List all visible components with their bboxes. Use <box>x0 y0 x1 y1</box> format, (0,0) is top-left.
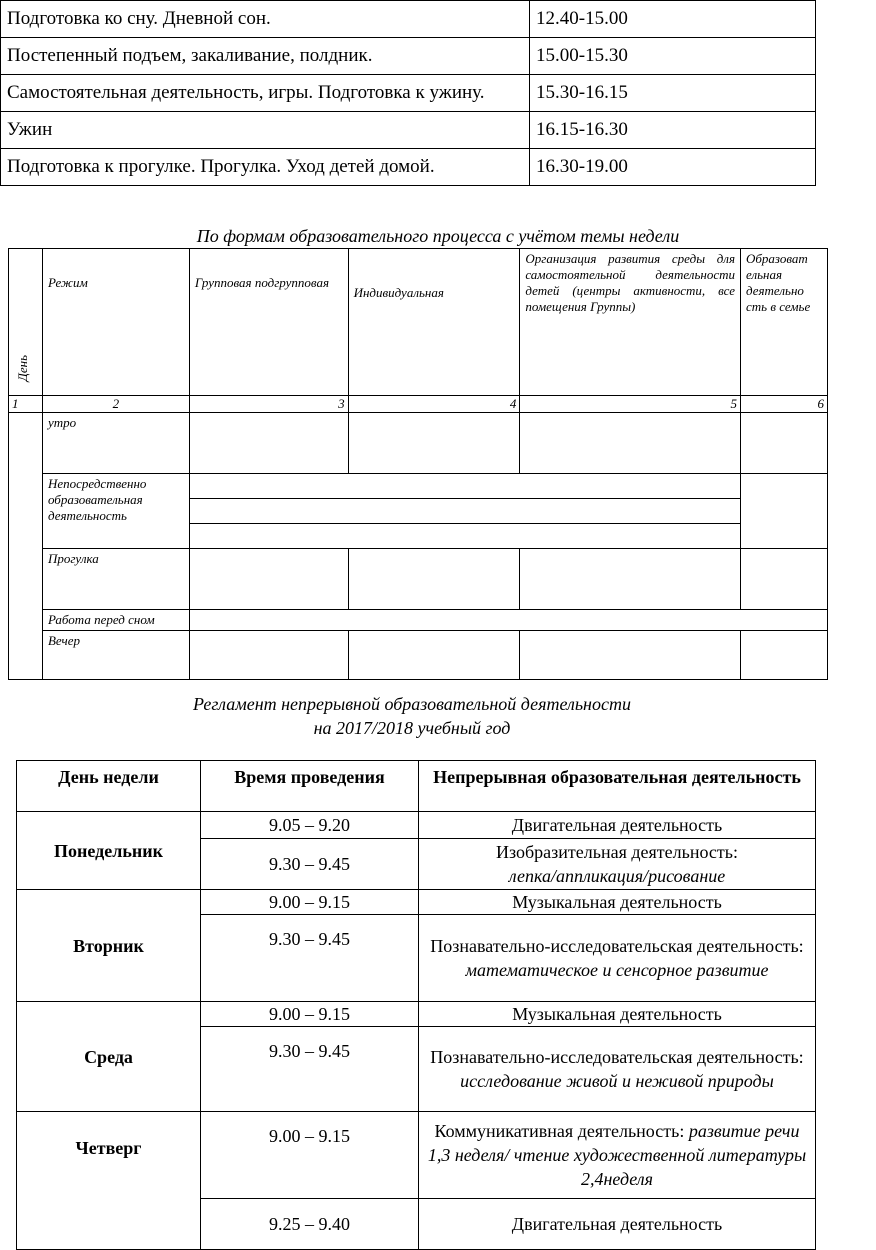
day-wednesday: Среда <box>17 1002 201 1112</box>
table-row <box>17 1002 816 1027</box>
column-number: 1 <box>9 396 43 413</box>
time-cell: 9.25 – 9.40 <box>201 1199 419 1250</box>
activity-cell <box>419 1027 816 1112</box>
empty-cell <box>741 549 828 610</box>
empty-cell <box>189 524 740 549</box>
activity-cell: Двигательная деятельность <box>419 1199 816 1250</box>
time-cell: 9.30 – 9.45 <box>201 1027 419 1112</box>
empty-cell <box>741 413 828 474</box>
empty-cell <box>348 413 520 474</box>
activity-text: Познавательно-исследовательская деятельность: <box>430 1047 804 1067</box>
empty-cell <box>520 631 741 680</box>
activity-text: Познавательно-исследовательская деятельность: <box>430 936 804 956</box>
table-row <box>1 112 816 149</box>
empty-cell <box>520 549 741 610</box>
day-cell <box>9 413 43 680</box>
column-number: 5 <box>520 396 741 413</box>
table-row <box>9 549 828 610</box>
empty-cell <box>189 413 348 474</box>
activity-detail: математическое и сенсорное развитие <box>465 960 769 980</box>
table-row <box>17 890 816 915</box>
reglament-table <box>16 760 816 1250</box>
time-cell: 9.30 – 9.45 <box>201 839 419 890</box>
time-cell: 9.05 – 9.20 <box>201 812 419 839</box>
table-row <box>1 149 816 186</box>
empty-cell <box>741 474 828 549</box>
time-cell: 12.40-15.00 <box>530 1 816 38</box>
individual-header: Индивидуальная <box>348 249 520 396</box>
day-column-header: День недели <box>17 761 201 812</box>
group-header: Групповая подгрупповая <box>189 249 348 396</box>
column-number: 4 <box>348 396 520 413</box>
empty-cell <box>348 631 520 680</box>
day-monday: Понедельник <box>17 812 201 890</box>
day-header-label: День <box>15 354 30 381</box>
activity-cell <box>419 839 816 890</box>
time-cell: 9.30 – 9.45 <box>201 915 419 1002</box>
activity-cell: Подготовка к прогулке. Прогулка. Уход детей домой. <box>1 149 530 186</box>
day-thursday: Четверг <box>17 1112 201 1250</box>
time-cell: 16.15-16.30 <box>530 112 816 149</box>
regime-header: Режим <box>42 249 189 396</box>
activity-cell: Двигательная деятельность <box>419 812 816 839</box>
empty-cell <box>189 549 348 610</box>
table-row <box>1 75 816 112</box>
activity-cell <box>419 1112 816 1199</box>
column-number: 3 <box>189 396 348 413</box>
activity-cell: Музыкальная деятельность <box>419 890 816 915</box>
time-column-header: Время проведения <box>201 761 419 812</box>
regime-before-sleep: Работа перед сном <box>42 610 189 631</box>
activity-detail: исследование живой и неживой природы <box>460 1071 774 1091</box>
activity-cell: Самостоятельная деятельность, игры. Подготовка к ужину. <box>1 75 530 112</box>
table-row <box>9 474 828 499</box>
day-tuesday: Вторник <box>17 890 201 1002</box>
activity-cell <box>419 915 816 1002</box>
activity-cell: Музыкальная деятельность <box>419 1002 816 1027</box>
activity-column-header: Непрерывная образовательная деятельность <box>419 761 816 812</box>
regime-evening: Вечер <box>42 631 189 680</box>
forms-caption: По формам образовательного процесса с учётом темы недели <box>196 226 680 246</box>
table-row <box>17 1112 816 1199</box>
family-header: Образоват ельная деятельно сть в семье <box>741 249 828 396</box>
table-row <box>9 413 828 474</box>
column-number: 6 <box>741 396 828 413</box>
time-cell: 9.00 – 9.15 <box>201 890 419 915</box>
table-row <box>1 38 816 75</box>
activity-cell: Подготовка ко сну. Дневной сон. <box>1 1 530 38</box>
time-cell: 15.30-16.15 <box>530 75 816 112</box>
empty-cell <box>189 610 827 631</box>
activity-detail: лепка/аппликация/рисование <box>508 866 726 886</box>
column-number: 2 <box>42 396 189 413</box>
environment-header: Организация развития среды для самостоятельной деятельности детей (центры активности, все помещения Группы) <box>520 249 741 396</box>
empty-cell <box>741 631 828 680</box>
table-row <box>17 812 816 839</box>
forms-table <box>8 248 828 680</box>
time-cell: 9.00 – 9.15 <box>201 1112 419 1199</box>
regime-direct: Непосредственно образовательная деятельность <box>42 474 189 549</box>
reglament-title-line2: на 2017/2018 учебный год <box>313 718 511 738</box>
time-cell: 16.30-19.00 <box>530 149 816 186</box>
day-header <box>9 249 43 396</box>
activity-text: Изобразительная деятельность: <box>496 842 738 862</box>
empty-cell <box>520 413 741 474</box>
activity-text: Коммуникативная деятельность: <box>434 1121 685 1141</box>
table-row <box>9 396 828 413</box>
empty-cell <box>189 631 348 680</box>
table-row <box>9 249 828 396</box>
empty-cell <box>189 474 740 499</box>
regime-morning: утро <box>42 413 189 474</box>
time-cell: 15.00-15.30 <box>530 38 816 75</box>
empty-cell <box>348 549 520 610</box>
activity-detail: развитие речи 1,3 неделя/ чтение художественной литературы 2,4неделя <box>427 1121 807 1189</box>
activity-cell: Ужин <box>1 112 530 149</box>
reglament-title-line1: Регламент непрерывной образовательной деятельности <box>193 694 631 714</box>
table-row <box>9 631 828 680</box>
reglament-title <box>0 692 824 740</box>
schedule-table <box>0 0 816 186</box>
regime-walk: Прогулка <box>42 549 189 610</box>
time-cell: 9.00 – 9.15 <box>201 1002 419 1027</box>
table-row <box>9 610 828 631</box>
activity-cell: Постепенный подъем, закаливание, полдник. <box>1 38 530 75</box>
empty-cell <box>189 499 740 524</box>
table-row <box>1 1 816 38</box>
table-row <box>17 761 816 812</box>
